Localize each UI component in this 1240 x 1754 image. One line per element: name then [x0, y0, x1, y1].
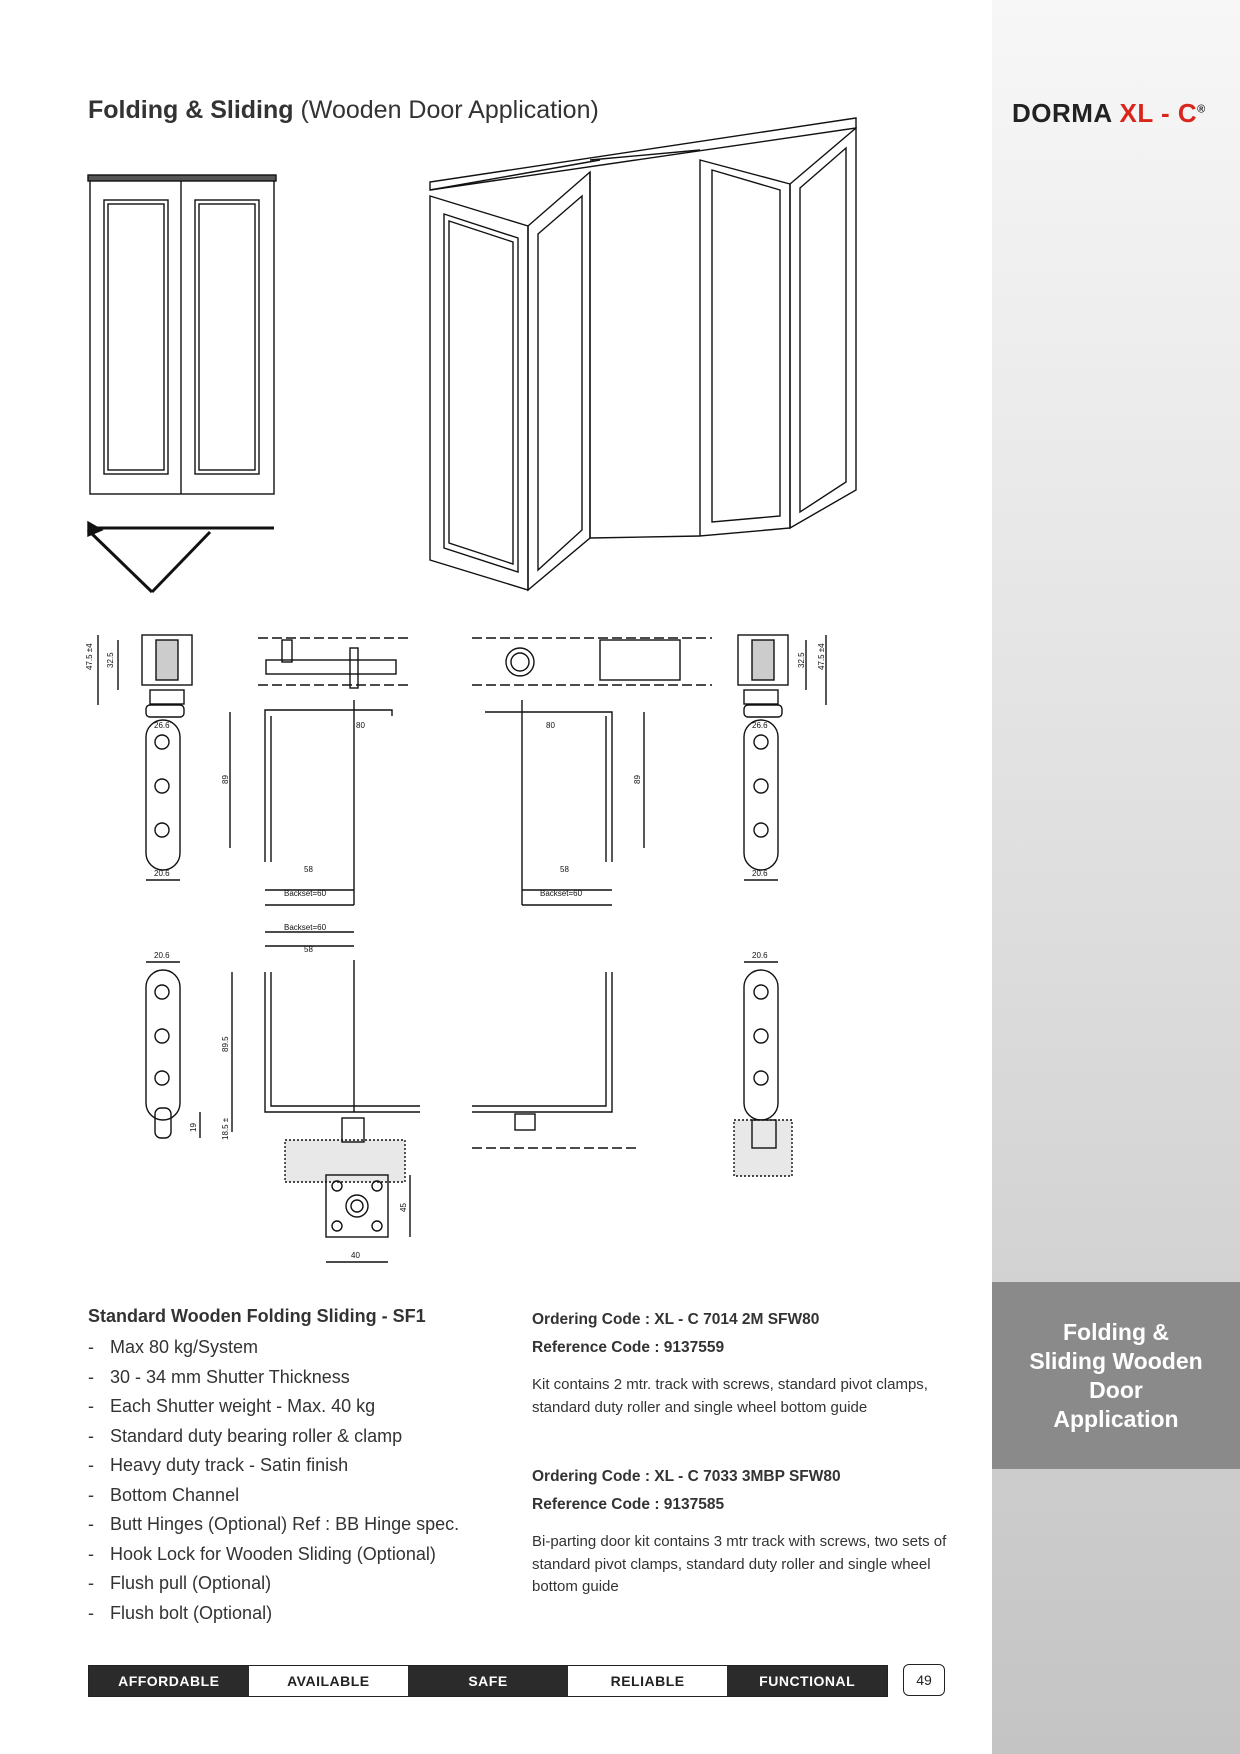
title-light: (Wooden Door Application)	[300, 96, 599, 124]
door-front-elevation	[88, 175, 276, 494]
dim-label: 20.6	[752, 869, 768, 878]
spec-item: - 30 - 34 mm Shutter Thickness	[88, 1366, 350, 1387]
dim-label: 58	[304, 945, 313, 954]
track-detail-center-right	[472, 638, 712, 905]
track-detail-right	[738, 635, 826, 880]
ordering-code: Ordering Code : XL - C 7033 3MBP SFW80	[532, 1468, 841, 1485]
door-plan-view	[88, 522, 274, 592]
dim-label: 47.5 ±4	[85, 643, 94, 670]
spec-item: - Butt Hinges (Optional) Ref : BB Hinge spec.	[88, 1514, 460, 1534]
dim-label: 32.5	[106, 652, 115, 668]
logo-brand: DORMA	[1012, 98, 1112, 128]
dim-label: 47.5 ±4	[817, 643, 826, 670]
spec-list-section	[88, 1306, 528, 1628]
dim-label: 20.6	[154, 869, 170, 878]
spec-item: - Standard duty bearing roller & clamp	[88, 1425, 403, 1446]
spec-item: - Heavy duty track - Satin finish	[88, 1455, 349, 1475]
dim-label: 19	[189, 1123, 198, 1132]
title-bold: Folding & Sliding	[88, 96, 294, 124]
reference-code: Reference Code : 9137559	[532, 1339, 725, 1356]
sidebar-gradient	[992, 0, 1240, 1754]
kit-description: Bi-parting door kit contains 3 mtr track with screws, two sets of standard pivot clamps, standard duty roller and single wheel bottom guide	[532, 1533, 947, 1595]
dim-label: 89	[221, 775, 230, 784]
track-detail-center-left	[230, 638, 410, 905]
bottom-guide-center-left	[232, 932, 420, 1262]
spec-item: - Hook Lock for Wooden Sliding (Optional)	[88, 1543, 436, 1564]
dim-label: 89.5	[221, 1036, 230, 1052]
dim-label: 40	[351, 1251, 360, 1260]
dim-label: 80	[356, 721, 365, 730]
spec-list	[88, 1333, 528, 1628]
dim-label: 32.5	[797, 652, 806, 668]
logo-mark: ®	[1197, 103, 1206, 116]
page-number: 49	[903, 1664, 945, 1696]
spec-heading: Standard Wooden Folding Sliding - SF1	[88, 1306, 426, 1326]
drawing-dimension-labels	[85, 643, 826, 1260]
order-block	[532, 1306, 952, 1419]
order-block	[532, 1463, 952, 1599]
dim-label: 18.5 ±	[221, 1117, 230, 1140]
spec-item: - Each Shutter weight - Max. 40 kg	[88, 1396, 376, 1416]
ordering-info	[532, 1306, 952, 1599]
footer-item-safe: SAFE	[408, 1666, 568, 1696]
bottom-guide-left	[146, 962, 200, 1138]
spec-item: - Max 80 kg/System	[88, 1337, 259, 1357]
dim-label: Backset=60	[284, 889, 327, 898]
footer-item-functional: FUNCTIONAL	[727, 1666, 887, 1696]
brand-logo	[1012, 98, 1206, 129]
dim-label: Backset=60	[284, 923, 327, 932]
ordering-code: Ordering Code : XL - C 7014 2M SFW80	[532, 1311, 820, 1328]
dim-label: 26.6	[752, 721, 768, 730]
footer-item-available: AVAILABLE	[249, 1666, 409, 1696]
sidebar-section-label	[992, 1282, 1240, 1469]
dim-label: 80	[546, 721, 555, 730]
dim-label: 45	[399, 1203, 408, 1212]
dim-label: Backset=60	[540, 889, 583, 898]
footer-values-bar	[88, 1665, 888, 1697]
sidebar-label-text: Folding & Sliding Wooden Door Application	[1029, 1318, 1203, 1432]
spec-item: - Bottom Channel	[88, 1484, 240, 1505]
footer-item-affordable: AFFORDABLE	[89, 1666, 249, 1696]
dim-label: 58	[304, 865, 313, 874]
spec-item: - Flush bolt (Optional)	[88, 1602, 273, 1623]
track-detail-left	[98, 635, 192, 880]
spec-item: - Flush pull (Optional)	[88, 1573, 272, 1593]
door-isometric-view	[430, 118, 856, 590]
dim-label: 26.6	[154, 721, 170, 730]
bottom-guide-right	[734, 962, 792, 1176]
reference-code: Reference Code : 9137585	[532, 1496, 725, 1513]
dim-label: 89	[633, 775, 642, 784]
logo-product: XL - C	[1119, 98, 1198, 128]
bottom-guide-center-right	[472, 972, 640, 1148]
dim-label: 20.6	[752, 951, 768, 960]
footer-item-reliable: RELIABLE	[568, 1666, 728, 1696]
dim-label: 58	[560, 865, 569, 874]
kit-description: Kit contains 2 mtr. track with screws, standard pivot clamps, standard duty roller and single wheel bottom guide	[532, 1376, 928, 1416]
dim-label: 20.6	[154, 951, 170, 960]
